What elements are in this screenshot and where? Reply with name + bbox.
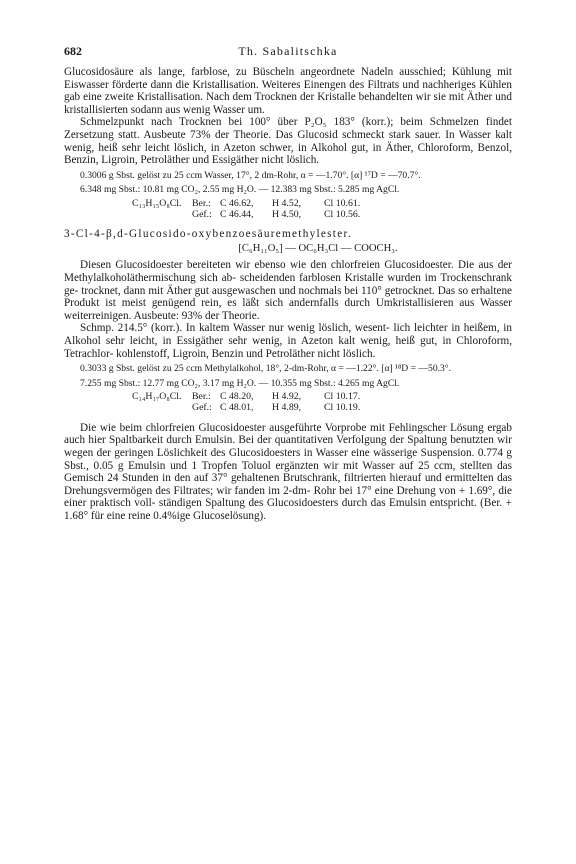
- paragraph-5: Die wie beim chlorfreien Glucosidoester ausgeführte Vorprobe mit Fehlingscher Lösung ergab auch hier Spaltbarkeit durch Emulsin. Bei der quantitativen Verfolgung der Spaltung benutzten wir wegen der geringen Löslichkeit des Glucosidoesters in Wasser eine wässerige Suspension. 0.774 g Sbst., 0.05 g Emulsin und 1 Tropfen Toluol ergänzten wir mit Wasser auf 25 ccm, stellten das Gemisch 24 Stunden in den auf 37° gehaltenen Brutschrank, filtrierten hierauf und ermittelten das Drehungsvermögen des Filtrates; wir fanden im 2-dm- Rohr bei 17° eine Drehung von + 1.69°, die einer praktisch voll- ständigen Spaltung des Glucosidoesters durch das Emulsin entspricht. (Ber. + 1.68° für eine reine 0.4%ige Glucoselösung).: [64, 421, 512, 522]
- elemental-analysis-2: [132, 391, 512, 414]
- rotation-measurement-2: 0.3033 g Sbst. gelöst zu 25 ccm Methylalkohol, 18°, 2-dm-Rohr, α = —1.22°. [α] ¹⁸D = —50.3°.: [80, 363, 452, 375]
- analysis-1-formula: C₁₃H₁₅O₈Cl.: [132, 197, 182, 209]
- combustion-analysis-2: 7.255 mg Sbst.: 12.77 mg CO₂, 3.17 mg H₂O. — 10.355 mg Sbst.: 4.265 mg AgCl.: [80, 377, 400, 389]
- analysis-2-gef-cl: Cl 10.19.: [324, 402, 361, 414]
- combustion-analysis-1: 6.348 mg Sbst.: 10.81 mg CO₂, 2.55 mg H₂O. — 12.383 mg Sbst.: 5.285 mg AgCl.: [80, 184, 400, 196]
- analysis-2-ber-h: H 4.92,: [272, 390, 302, 402]
- analysis-1-gef-h: H 4.50,: [272, 208, 302, 220]
- analysis-1-ber-label: Ber.:: [192, 197, 211, 209]
- page-body: [64, 66, 512, 523]
- analysis-2-gef-h: H 4.89,: [272, 402, 302, 414]
- rotation-measurement-1: 0.3006 g Sbst. gelöst zu 25 ccm Wasser, 17°, 2 dm-Rohr, α = —1.70°. [α] ¹⁷D = —70.7°.: [80, 169, 421, 181]
- analysis-1-gef-cl: Cl 10.56.: [324, 208, 361, 220]
- paragraph-3: Diesen Glucosidoester bereiteten wir ebenso wie den chlorfreien Glucosidoester. Die aus der Methylalkoholäthermischung sich ab- scheidenden farblosen Kristalle wurden im Trockenschrank ge- trocknet, dann mit Äther gut ausgewaschen und nochmals bei 110° getrocknet. Das so erhaltene Produkt ist meist genügend rein, es läßt sich andernfalls durch Umkristallisieren aus Wasser weiterreinigen. Ausbeute: 93% der Theorie.: [64, 259, 512, 322]
- analysis-2-gef-label: Gef.:: [192, 402, 212, 414]
- paragraph-2: Schmelzpunkt nach Trocknen bei 100° über P₂O₅ 183° (korr.); beim Schmelzen findet Zersetzung statt. Ausbeute 73% der Theorie. Das Glucosid schmeckt stark sauer. In Wasser kalt wenig, heiß sehr leicht löslich, in Azeton schwer, in Alkohol gut, in Äther, Chloroform, Benzol, Benzin, Ligroin, Petroläther und Essigäther nicht löslich.: [64, 116, 512, 167]
- page-number: 682: [64, 44, 82, 58]
- analysis-1-gef-label: Gef.:: [192, 208, 212, 220]
- analysis-1-ber-h: H 4.52,: [272, 197, 302, 209]
- analysis-2-ber-c: C 48.20,: [220, 390, 254, 402]
- analysis-1-ber-c: C 46.62,: [220, 197, 254, 209]
- structure-formula: [C₆H₁₁O₅] — OC₆H₃Cl — COOCH₃.: [238, 242, 398, 254]
- analysis-2-gef-c: C 48.01,: [220, 402, 254, 414]
- analysis-2-formula: C₁₄H₁₇O₈Cl.: [132, 390, 182, 402]
- analysis-1-ber-cl: Cl 10.61.: [324, 197, 361, 209]
- page-header: [64, 44, 512, 58]
- running-head-author: Th. Sabalitschka: [238, 44, 338, 58]
- elemental-analysis-1: [132, 198, 512, 221]
- section-heading: 3-Cl-4-β,d-Glucosido-oxybenzoesäuremethylester.: [64, 228, 352, 241]
- analysis-2-ber-label: Ber.:: [192, 390, 211, 402]
- paragraph-4: Schmp. 214.5° (korr.). In kaltem Wasser nur wenig löslich, wesent- lich leichter in heißem, in Alkohol sehr leicht, in Essigäther sehr wenig, in Azeton kalt wenig, heiß gut, in Chloroform, Tetrachlor- kohlenstoff, Ligroin, Benzin und Petroläther nicht löslich.: [64, 322, 512, 360]
- analysis-1-gef-c: C 46.44,: [220, 208, 254, 220]
- analysis-2-ber-cl: Cl 10.17.: [324, 390, 361, 402]
- paragraph-1: Glucosidosäure als lange, farblose, zu Büscheln angeordnete Nadeln ausschied; Kühlung mit Eiswasser förderte dann die Kristallisation. Weiteres Einengen des Filtrats und nachheriges Kühlen gab eine zweite Kristallisation. Nach dem Trocknen der Kristalle behandelten wir sie mit Äther und kristallisierten sodann aus wenig Wasser um.: [64, 66, 512, 116]
